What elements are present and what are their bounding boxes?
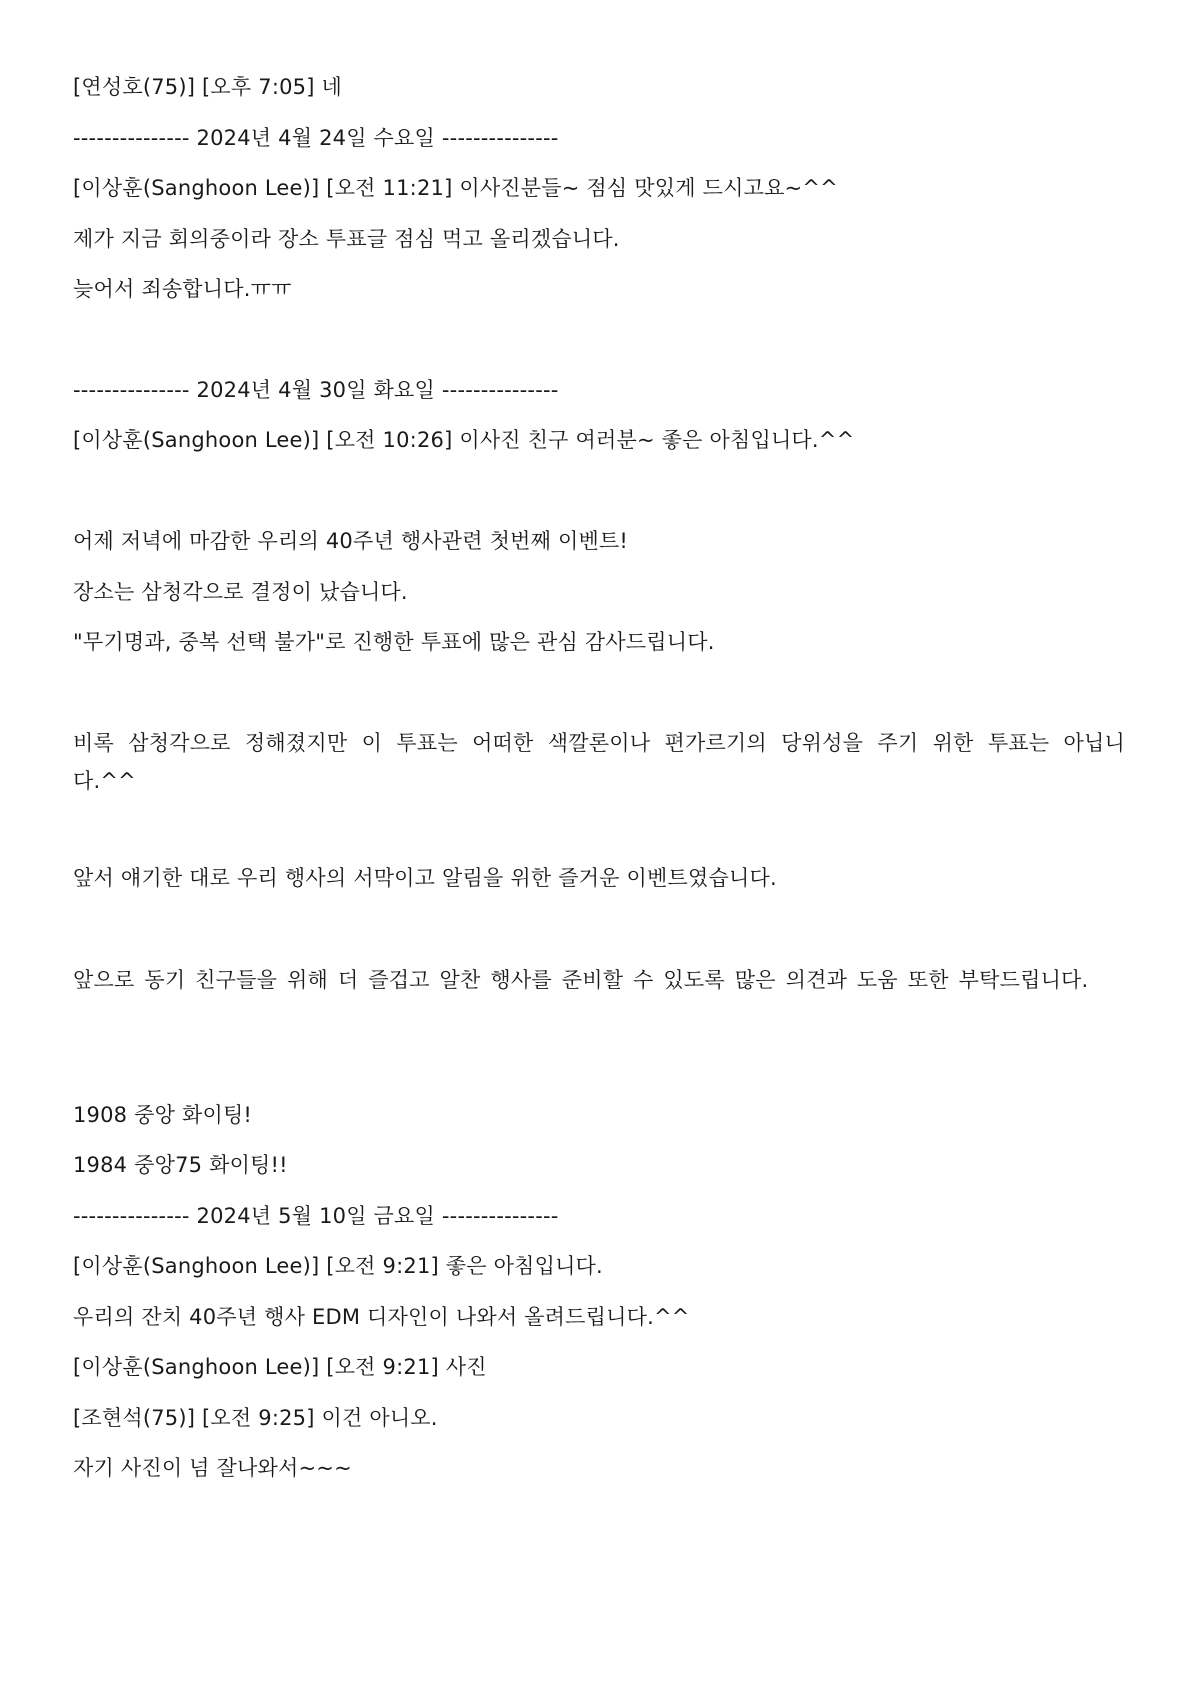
date-separator: --------------- 2024년 4월 24일 수요일 --------------- — [73, 126, 559, 150]
message-line: "무기명과, 중복 선택 불가"로 진행한 투표에 많은 관심 감사드립니다. — [73, 630, 715, 654]
message-line: 늦어서 죄송합니다.ㅠㅠ — [73, 277, 292, 301]
message-paragraph: 비록 삼청각으로 정해졌지만 이 투표는 어떠한 색깔론이나 편가르기의 당위성을 주기 위한 투표는 아닙니다.^^ — [73, 731, 1125, 793]
message-line: [이상훈(Sanghoon Lee)] [오전 10:26] 이사진 친구 여러분~ 좋은 아침입니다.^^ — [73, 428, 855, 452]
message-line: [이상훈(Sanghoon Lee)] [오전 9:21] 사진 — [73, 1355, 487, 1379]
message-line: 1984 중앙75 화이팅!! — [73, 1153, 288, 1177]
message-line: [조현석(75)] [오전 9:25] 이건 아니오. — [73, 1406, 438, 1430]
message-line: [이상훈(Sanghoon Lee)] [오전 11:21] 이사진분들~ 점심 맛있게 드시고요~^^ — [73, 176, 838, 200]
message-line: [연성호(75)] [오후 7:05] 네 — [73, 75, 342, 99]
date-separator: --------------- 2024년 4월 30일 화요일 --------------- — [73, 378, 559, 402]
message-line: 제가 지금 회의중이라 장소 투표글 점심 먹고 올리겠습니다. — [73, 227, 620, 251]
message-paragraph: 앞으로 동기 친구들을 위해 더 즐겁고 알찬 행사를 준비할 수 있도록 많은 의견과 도움 또한 부탁드립니다. — [73, 968, 1089, 992]
message-line: 자기 사진이 넘 잘나와서~~~ — [73, 1456, 352, 1480]
message-line: 우리의 잔치 40주년 행사 EDM 디자인이 나와서 올려드립니다.^^ — [73, 1305, 690, 1329]
message-line: [이상훈(Sanghoon Lee)] [오전 9:21] 좋은 아침입니다. — [73, 1254, 603, 1278]
date-separator: --------------- 2024년 5월 10일 금요일 --------------- — [73, 1204, 559, 1228]
message-line: 1908 중앙 화이팅! — [73, 1103, 253, 1127]
message-line: 어제 저녁에 마감한 우리의 40주년 행사관련 첫번째 이벤트! — [73, 529, 629, 553]
message-line: 앞서 얘기한 대로 우리 행사의 서막이고 알림을 위한 즐거운 이벤트였습니다. — [73, 866, 777, 890]
message-line: 장소는 삼청각으로 결정이 났습니다. — [73, 580, 408, 604]
